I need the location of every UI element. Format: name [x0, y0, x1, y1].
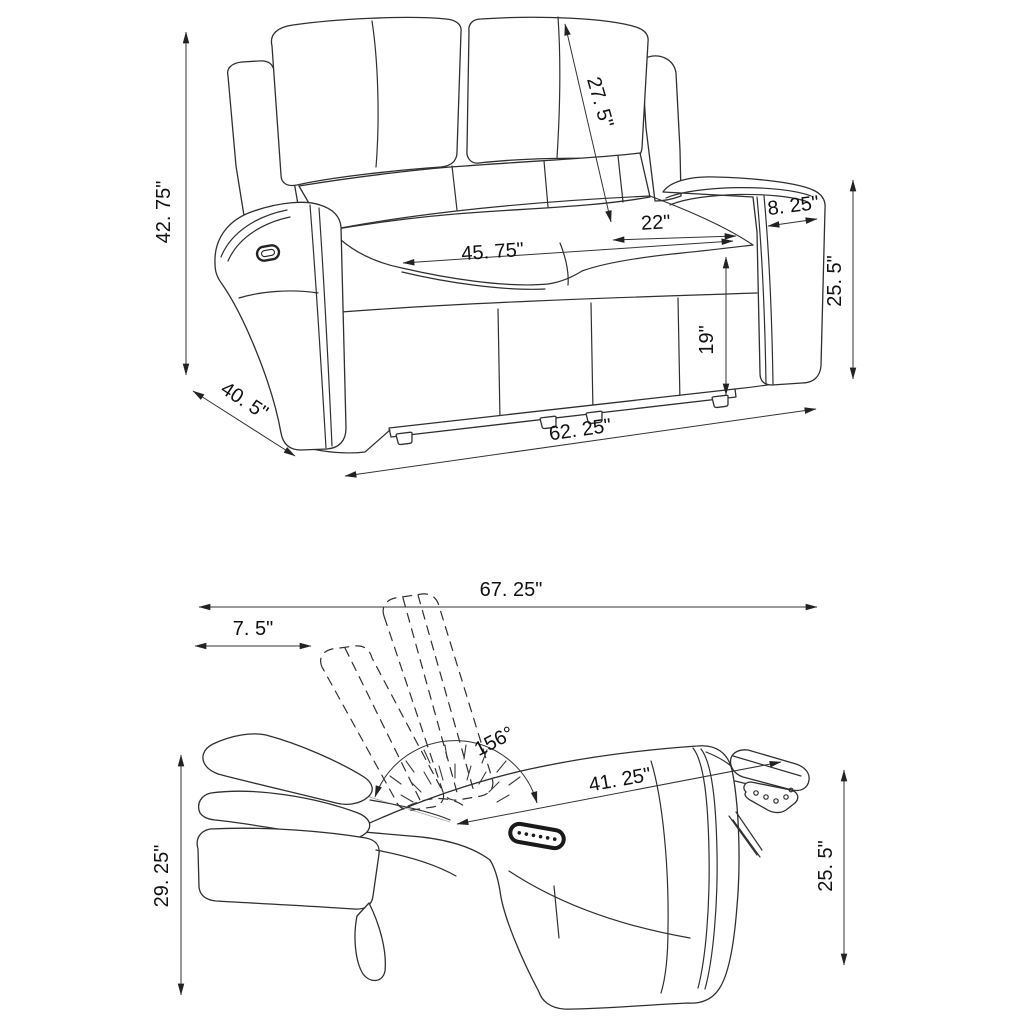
dim-arm-height-label: 25. 5"	[824, 255, 846, 307]
dim-reclined-back-height-label: 29. 25"	[151, 844, 173, 908]
dim-seat-height	[696, 257, 726, 395]
dim-seat-depth-line	[613, 236, 736, 240]
dim-base-width-label: 62. 25"	[547, 414, 613, 446]
recliner-body	[352, 746, 739, 1009]
dim-wall-clearance-label: 7. 5"	[232, 618, 274, 640]
power-button-panel-front	[256, 244, 280, 262]
dim-overall-height	[153, 32, 186, 375]
dim-recline-angle-label: 156°	[470, 722, 518, 761]
loveseat-left-arm	[215, 202, 346, 450]
dim-footrest-height	[815, 770, 844, 965]
dim-seat-height-label: 19"	[696, 325, 718, 355]
dim-interior-seat-width-label: 45. 75"	[460, 238, 525, 266]
dim-reclined-length	[199, 579, 817, 607]
dim-arm-height	[824, 180, 853, 379]
recliner-reclined-backrest	[197, 734, 456, 981]
dim-reclined-back-height	[151, 755, 181, 995]
dim-back-length-label: 27. 5"	[582, 74, 618, 131]
dim-seat-depth	[613, 211, 736, 240]
dim-reclined-length-label: 67. 25"	[479, 579, 543, 601]
dim-footrest-height-label: 25. 5"	[815, 840, 837, 892]
dim-interior-seat-width	[403, 239, 733, 265]
dim-arm-width-label: 8. 25"	[766, 191, 821, 221]
dim-overall-depth-label: 40. 5"	[216, 377, 272, 425]
dim-recline-angle	[471, 722, 518, 760]
dim-overall-height-label: 42. 75"	[153, 180, 175, 244]
recliner-footrest	[729, 750, 809, 857]
dim-reclined-back-length-label: 41. 25"	[587, 763, 653, 797]
dim-interior-seat-width-line	[403, 238, 733, 266]
backrest-drape	[355, 903, 385, 980]
loveseat-front-view	[153, 17, 853, 476]
dim-base-width	[345, 409, 816, 476]
dim-seat-depth-label: 22"	[640, 211, 671, 235]
recliner-side-view	[151, 579, 844, 1009]
dim-wall-clearance	[195, 618, 311, 646]
